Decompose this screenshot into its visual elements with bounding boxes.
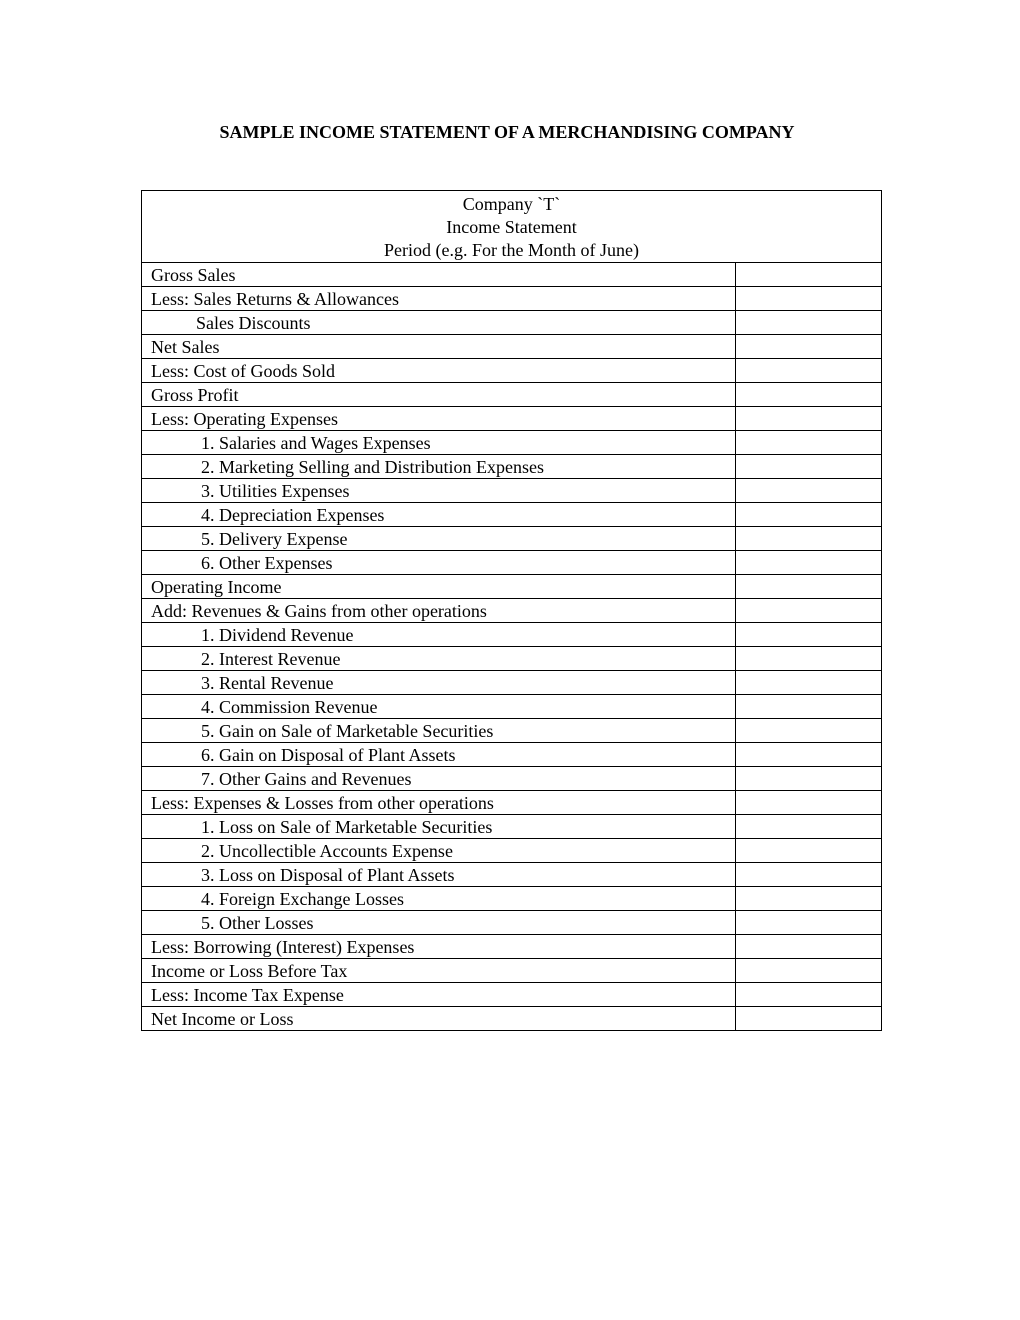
- income-statement-body: [142, 191, 882, 1031]
- line-item-amount: [736, 527, 882, 551]
- line-item-label: Add: Revenues & Gains from other operations: [142, 599, 736, 623]
- table-row: [142, 791, 882, 815]
- table-row: [142, 359, 882, 383]
- line-item-label: 5. Gain on Sale of Marketable Securities: [142, 719, 736, 743]
- line-item-label: Less: Borrowing (Interest) Expenses: [142, 935, 736, 959]
- line-item-label: 3. Loss on Disposal of Plant Assets: [142, 863, 736, 887]
- line-item-amount: [736, 671, 882, 695]
- line-item-amount: [736, 383, 882, 407]
- line-item-label: 4. Commission Revenue: [142, 695, 736, 719]
- line-item-amount: [736, 407, 882, 431]
- table-row: [142, 575, 882, 599]
- table-row: [142, 887, 882, 911]
- line-item-amount: [736, 743, 882, 767]
- line-item-amount: [736, 575, 882, 599]
- table-row: [142, 839, 882, 863]
- table-row: [142, 599, 882, 623]
- line-item-label: Gross Profit: [142, 383, 736, 407]
- line-item-label: Gross Sales: [142, 263, 736, 287]
- table-row: [142, 551, 882, 575]
- line-item-amount: [736, 815, 882, 839]
- income-statement-table: [141, 190, 882, 1031]
- table-row: [142, 767, 882, 791]
- statement-header-cell: [142, 191, 882, 263]
- line-item-label: 2. Marketing Selling and Distribution Expenses: [142, 455, 736, 479]
- table-row: [142, 647, 882, 671]
- table-row: [142, 455, 882, 479]
- line-item-label: 3. Utilities Expenses: [142, 479, 736, 503]
- line-item-label: 4. Depreciation Expenses: [142, 503, 736, 527]
- table-row: [142, 479, 882, 503]
- table-row: [142, 287, 882, 311]
- table-row: [142, 695, 882, 719]
- line-item-amount: [736, 959, 882, 983]
- line-item-label: Less: Income Tax Expense: [142, 983, 736, 1007]
- line-item-amount: [736, 1007, 882, 1031]
- line-item-label: 6. Other Expenses: [142, 551, 736, 575]
- line-item-label: Net Sales: [142, 335, 736, 359]
- table-row: [142, 431, 882, 455]
- table-row: [142, 815, 882, 839]
- line-item-amount: [736, 887, 882, 911]
- line-item-amount: [736, 263, 882, 287]
- line-item-amount: [736, 911, 882, 935]
- line-item-label: Less: Sales Returns & Allowances: [142, 287, 736, 311]
- line-item-label: Net Income or Loss: [142, 1007, 736, 1031]
- line-item-amount: [736, 719, 882, 743]
- company-name: Company `T`: [462, 194, 561, 214]
- line-item-amount: [736, 335, 882, 359]
- table-row: [142, 527, 882, 551]
- line-item-amount: [736, 623, 882, 647]
- line-item-amount: [736, 695, 882, 719]
- line-item-amount: [736, 767, 882, 791]
- line-item-label: 4. Foreign Exchange Losses: [142, 887, 736, 911]
- line-item-amount: [736, 287, 882, 311]
- line-item-label: 6. Gain on Disposal of Plant Assets: [142, 743, 736, 767]
- line-item-amount: [736, 599, 882, 623]
- table-row: [142, 335, 882, 359]
- table-row: [142, 743, 882, 767]
- line-item-amount: [736, 455, 882, 479]
- table-row: [142, 1007, 882, 1031]
- line-item-label: 2. Interest Revenue: [142, 647, 736, 671]
- table-row: [142, 935, 882, 959]
- line-item-label: 5. Other Losses: [142, 911, 736, 935]
- table-row: [142, 671, 882, 695]
- line-item-label: Sales Discounts: [142, 311, 736, 335]
- line-item-amount: [736, 791, 882, 815]
- statement-header-row: [142, 191, 882, 263]
- line-item-label: 7. Other Gains and Revenues: [142, 767, 736, 791]
- table-row: [142, 407, 882, 431]
- line-item-label: 5. Delivery Expense: [142, 527, 736, 551]
- line-item-amount: [736, 551, 882, 575]
- table-row: [142, 983, 882, 1007]
- table-row: [142, 863, 882, 887]
- line-item-label: 2. Uncollectible Accounts Expense: [142, 839, 736, 863]
- line-item-label: 1. Loss on Sale of Marketable Securities: [142, 815, 736, 839]
- table-row: [142, 959, 882, 983]
- line-item-amount: [736, 311, 882, 335]
- line-item-label: Less: Cost of Goods Sold: [142, 359, 736, 383]
- table-row: [142, 503, 882, 527]
- line-item-amount: [736, 839, 882, 863]
- table-row: [142, 719, 882, 743]
- line-item-amount: [736, 503, 882, 527]
- line-item-amount: [736, 431, 882, 455]
- table-row: [142, 383, 882, 407]
- line-item-label: Less: Operating Expenses: [142, 407, 736, 431]
- line-item-label: Less: Expenses & Losses from other operations: [142, 791, 736, 815]
- line-item-label: 1. Dividend Revenue: [142, 623, 736, 647]
- line-item-label: Income or Loss Before Tax: [142, 959, 736, 983]
- line-item-amount: [736, 983, 882, 1007]
- statement-name: Income Statement: [446, 217, 577, 237]
- table-row: [142, 311, 882, 335]
- line-item-label: 3. Rental Revenue: [142, 671, 736, 695]
- line-item-amount: [736, 647, 882, 671]
- table-row: [142, 623, 882, 647]
- document-title: SAMPLE INCOME STATEMENT OF A MERCHANDISING COMPANY: [219, 122, 795, 142]
- table-row: [142, 911, 882, 935]
- line-item-label: 1. Salaries and Wages Expenses: [142, 431, 736, 455]
- line-item-amount: [736, 863, 882, 887]
- statement-period: Period (e.g. For the Month of June): [384, 240, 639, 260]
- line-item-amount: [736, 935, 882, 959]
- line-item-amount: [736, 479, 882, 503]
- table-row: [142, 263, 882, 287]
- line-item-label: Operating Income: [142, 575, 736, 599]
- line-item-amount: [736, 359, 882, 383]
